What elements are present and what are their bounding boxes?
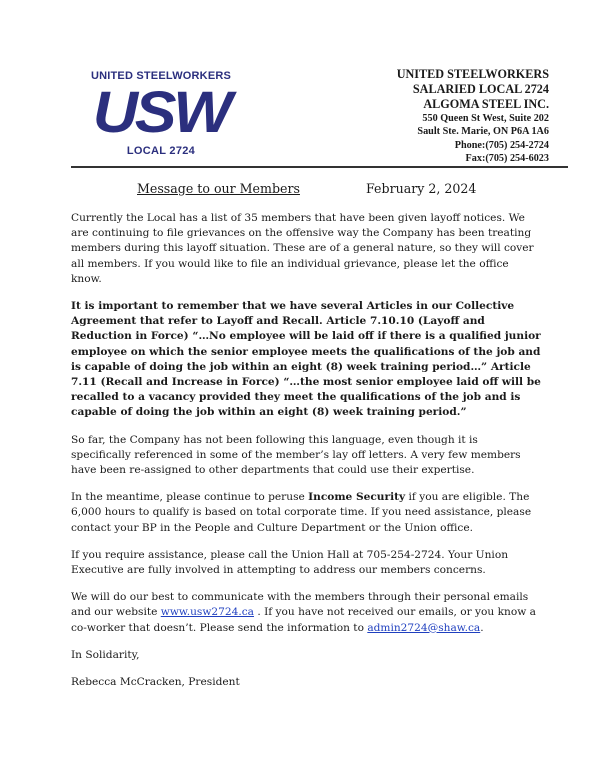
header-divider (71, 166, 568, 168)
address-line-1: UNITED STEELWORKERS (396, 67, 549, 81)
communication-text-after: . (480, 621, 484, 634)
communication-text-before: We will do our best to communicate with the members through their personal emails and our website (71, 591, 529, 619)
paragraph-company-language: So far, the Company has not been following this language, even though it is specifically referenced in some of the member’s lay off letters. A very few members have been re-assigned to other departments that could use their expertise. (71, 433, 521, 477)
address-line-5: Sault Ste. Marie, ON P6A 1A6 (417, 126, 549, 138)
paragraph-layoff-notices: Currently the Local has a list of 35 members that have been given layoff notices. We are continuing to file grievances on the offensive way the Company has been treating members during this layoff situation. These are of a general nature, so they will cover all members. If you would like to file an individual grievance, please let the office know. (71, 212, 534, 285)
closing-signature: Rebecca McCracken, President (71, 676, 240, 689)
address-line-4: 550 Queen St West, Suite 202 (422, 113, 549, 124)
message-subject: Message to our Members (137, 181, 300, 196)
letter-body (71, 211, 541, 702)
paragraph-communication (71, 590, 541, 636)
income-security-emphasis: Income Security (308, 491, 406, 504)
message-date: February 2, 2024 (366, 181, 477, 196)
address-line-6: Phone:(705) 254-2724 (454, 139, 549, 151)
address-line-3: ALGOMA STEEL INC. (423, 97, 549, 111)
website-link[interactable]: www.usw2724.ca (160, 606, 254, 619)
letterhead-address (397, 67, 549, 166)
logo-bottom-text: LOCAL 2724 (126, 145, 196, 157)
address-line-2: SALARIED LOCAL 2724 (412, 82, 549, 96)
closing-salutation: In Solidarity, (71, 648, 140, 661)
logo-mark: USW (92, 80, 230, 145)
paragraph-income-security (71, 490, 541, 536)
address-line-7: Fax:(705) 254-6023 (465, 153, 549, 165)
email-link[interactable]: admin2724@shaw.ca (367, 621, 481, 634)
paragraph-articles: It is important to remember that we have several Articles in our Collective Agreement that refer to Layoff and Recall. Article 7.10.10 (Layoff and Reduction in Force) “…No employee will be laid off if there is a qualified junior employee on which the senior employee meets the qualifications of the job and is capable of doing the job within an eight (8) week training period…” Article 7.11 (Recall and Increase in Force) “…the most senior employee laid off will be recalled to a vacancy provided they meet the qualifications of the job and is capable of doing the job within an eight (8) week training period.” (71, 300, 541, 419)
income-security-text-after: if you are eligible. The 6,000 hours to qualify is based on total corporate time. If you need assistance, please contact your BP in the People and Culture Department or the Union office. (71, 491, 532, 534)
paragraph-assistance: If you require assistance, please call the Union Hall at 705-254-2724. Your Union Executive are fully involved in attempting to address our members concerns. (71, 548, 509, 577)
communication-text-middle: . If you have not received our emails, or you know a co-worker that doesn’t. Please send the information to (71, 606, 536, 634)
usw-logo (82, 70, 240, 157)
income-security-text-before: In the meantime, please continue to peruse (71, 491, 309, 504)
logo-top-text: UNITED STEELWORKERS (90, 70, 232, 82)
